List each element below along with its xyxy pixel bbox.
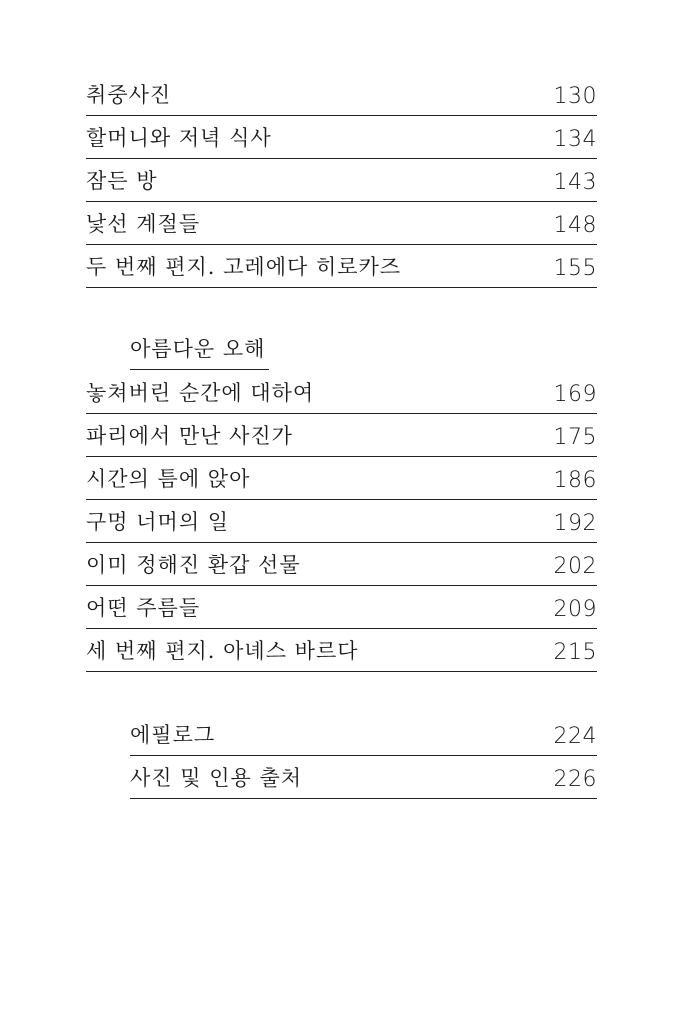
toc-entry-page: 155: [553, 256, 597, 281]
toc-entry-title: 두 번째 편지. 고레에다 히로카즈: [86, 255, 402, 279]
toc-entry-page: 186: [553, 468, 597, 493]
toc-entry-title: 이미 정해진 환갑 선물: [86, 553, 301, 577]
toc-entry-page: 224: [553, 724, 597, 749]
toc-group-2: [86, 371, 597, 672]
toc-entry-page: 169: [553, 382, 597, 407]
toc-entry-page: 215: [553, 640, 597, 665]
toc-entry-title: 파리에서 만난 사진가: [86, 424, 293, 448]
toc-entry-page: 175: [553, 425, 597, 450]
toc-entry-title: 할머니와 저녁 식사: [86, 126, 272, 150]
toc-entry-page: 226: [553, 767, 597, 792]
toc-entry[interactable]: [86, 116, 597, 159]
toc-entry-title: 낯선 계절들: [86, 212, 201, 236]
toc-entry-title: 세 번째 편지. 아녜스 바르다: [86, 639, 359, 663]
toc-entry[interactable]: [130, 756, 597, 799]
toc-entry-title: 놓쳐버린 순간에 대하여: [86, 381, 315, 405]
toc-entry-page: 202: [553, 554, 597, 579]
toc-entry[interactable]: [86, 457, 597, 500]
toc-entry[interactable]: [86, 73, 597, 116]
toc-group-1: [86, 73, 597, 288]
toc-entry-title: 어떤 주름들: [86, 596, 201, 620]
toc-entry[interactable]: [86, 159, 597, 202]
toc-entry-title: 잠든 방: [86, 169, 158, 193]
toc-entry-page: 130: [553, 84, 597, 109]
toc-entry[interactable]: [86, 586, 597, 629]
toc-entry[interactable]: [86, 245, 597, 288]
toc-entry[interactable]: [86, 629, 597, 672]
toc-entry-page: 192: [553, 511, 597, 536]
toc-entry[interactable]: [130, 713, 597, 756]
toc-group-3: [130, 713, 597, 799]
toc-entry[interactable]: [86, 371, 597, 414]
toc-entry-page: 134: [553, 127, 597, 152]
toc-entry[interactable]: [86, 543, 597, 586]
toc-entry-title: 구멍 너머의 일: [86, 510, 230, 534]
toc-entry[interactable]: [86, 202, 597, 245]
toc-entry[interactable]: [86, 500, 597, 543]
toc-entry-title: 시간의 틈에 앉아: [86, 467, 251, 491]
toc-entry-title: 에필로그: [130, 723, 216, 747]
toc-entry-title: 취중사진: [86, 83, 172, 107]
toc-entry-page: 143: [553, 170, 597, 195]
toc-entry-page: 148: [553, 213, 597, 238]
toc-entry[interactable]: [86, 414, 597, 457]
section-heading: 아름다운 오해: [130, 328, 269, 370]
toc-entry-title: 사진 및 인용 출처: [130, 766, 303, 790]
toc-entry-page: 209: [553, 597, 597, 622]
